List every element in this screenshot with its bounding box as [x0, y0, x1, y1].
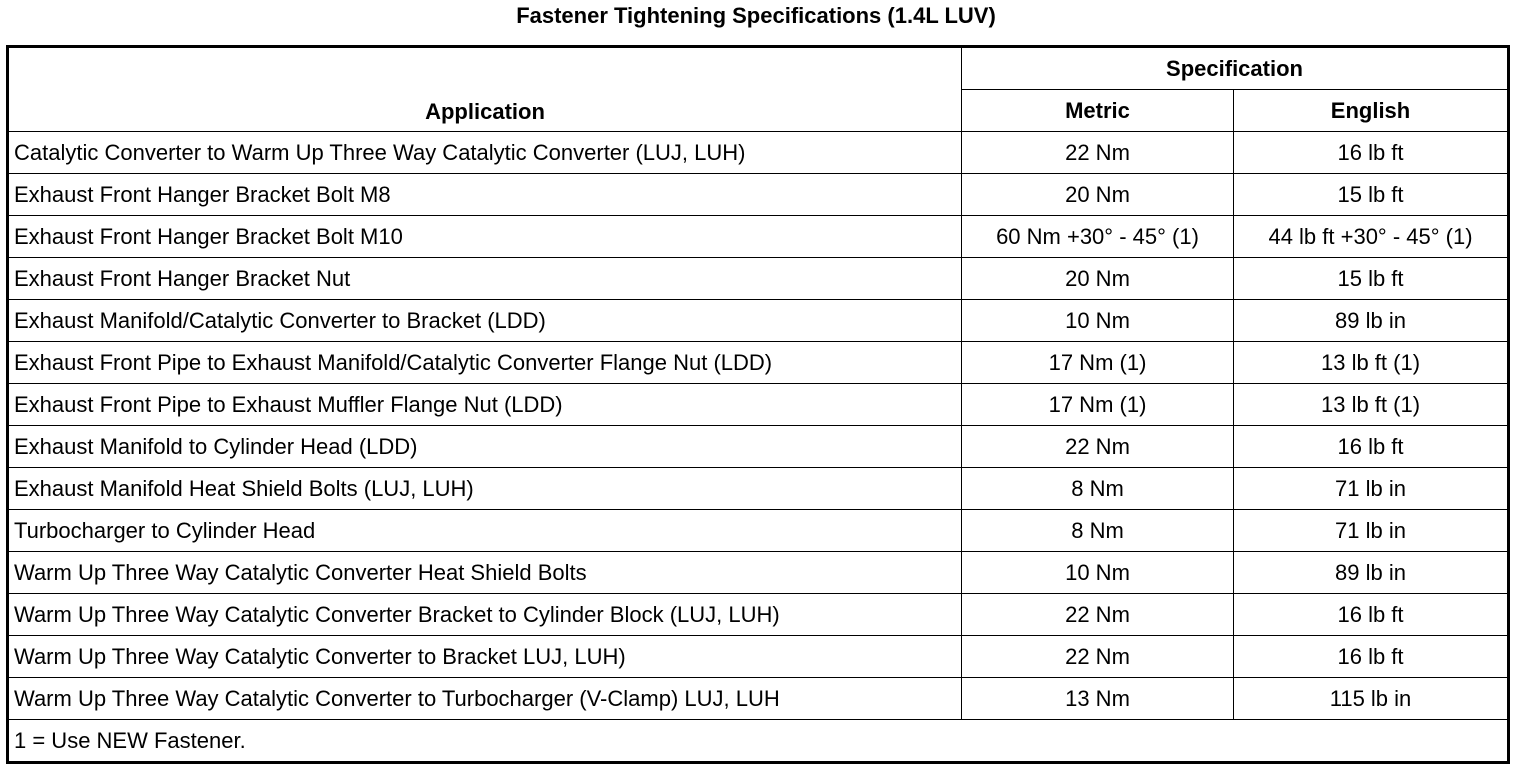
cell-application: Exhaust Front Hanger Bracket Bolt M8 — [8, 174, 962, 216]
cell-metric: 8 Nm — [962, 510, 1234, 552]
fastener-spec-table — [6, 45, 1510, 764]
cell-application: Warm Up Three Way Catalytic Converter to Bracket LUJ, LUH) — [8, 636, 962, 678]
cell-english: 89 lb in — [1234, 552, 1509, 594]
cell-english: 89 lb in — [1234, 300, 1509, 342]
cell-application: Exhaust Front Pipe to Exhaust Manifold/Catalytic Converter Flange Nut (LDD) — [8, 342, 962, 384]
table-row — [8, 258, 1509, 300]
cell-metric: 8 Nm — [962, 468, 1234, 510]
cell-metric: 17 Nm (1) — [962, 384, 1234, 426]
cell-english: 115 lb in — [1234, 678, 1509, 720]
table-row — [8, 468, 1509, 510]
table-row — [8, 510, 1509, 552]
cell-application: Exhaust Front Pipe to Exhaust Muffler Flange Nut (LDD) — [8, 384, 962, 426]
cell-metric: 22 Nm — [962, 636, 1234, 678]
cell-application: Warm Up Three Way Catalytic Converter to Turbocharger (V-Clamp) LUJ, LUH — [8, 678, 962, 720]
footnote-row — [8, 720, 1509, 763]
cell-english: 71 lb in — [1234, 468, 1509, 510]
table-row — [8, 552, 1509, 594]
cell-metric: 22 Nm — [962, 132, 1234, 174]
cell-metric: 13 Nm — [962, 678, 1234, 720]
cell-english: 13 lb ft (1) — [1234, 342, 1509, 384]
cell-application: Exhaust Manifold/Catalytic Converter to Bracket (LDD) — [8, 300, 962, 342]
column-header-metric: Metric — [962, 90, 1234, 132]
table-row — [8, 426, 1509, 468]
cell-english: 16 lb ft — [1234, 594, 1509, 636]
table-row — [8, 342, 1509, 384]
cell-metric: 10 Nm — [962, 300, 1234, 342]
cell-application: Exhaust Front Hanger Bracket Nut — [8, 258, 962, 300]
cell-metric: 10 Nm — [962, 552, 1234, 594]
footnote: 1 = Use NEW Fastener. — [8, 720, 1509, 763]
cell-english: 44 lb ft +30° - 45° (1) — [1234, 216, 1509, 258]
cell-application: Turbocharger to Cylinder Head — [8, 510, 962, 552]
cell-application: Warm Up Three Way Catalytic Converter Heat Shield Bolts — [8, 552, 962, 594]
table-row — [8, 216, 1509, 258]
document-title: Fastener Tightening Specifications (1.4L LUV) — [516, 3, 996, 28]
cell-english: 15 lb ft — [1234, 174, 1509, 216]
column-header-specification: Specification — [962, 47, 1509, 90]
cell-english: 71 lb in — [1234, 510, 1509, 552]
cell-application: Exhaust Manifold Heat Shield Bolts (LUJ, LUH) — [8, 468, 962, 510]
cell-english: 16 lb ft — [1234, 636, 1509, 678]
cell-application: Catalytic Converter to Warm Up Three Way Catalytic Converter (LUJ, LUH) — [8, 132, 962, 174]
table-row — [8, 174, 1509, 216]
table-row — [8, 636, 1509, 678]
table-row — [8, 132, 1509, 174]
cell-english: 13 lb ft (1) — [1234, 384, 1509, 426]
cell-application: Warm Up Three Way Catalytic Converter Bracket to Cylinder Block (LUJ, LUH) — [8, 594, 962, 636]
cell-metric: 20 Nm — [962, 174, 1234, 216]
cell-english: 15 lb ft — [1234, 258, 1509, 300]
cell-metric: 20 Nm — [962, 258, 1234, 300]
table-row — [8, 300, 1509, 342]
column-header-application: Application — [8, 47, 962, 132]
cell-metric: 60 Nm +30° - 45° (1) — [962, 216, 1234, 258]
cell-english: 16 lb ft — [1234, 132, 1509, 174]
cell-metric: 22 Nm — [962, 426, 1234, 468]
table-row — [8, 384, 1509, 426]
header-row-top — [8, 47, 1509, 90]
table-row — [8, 594, 1509, 636]
table-row — [8, 678, 1509, 720]
cell-metric: 17 Nm (1) — [962, 342, 1234, 384]
cell-application: Exhaust Front Hanger Bracket Bolt M10 — [8, 216, 962, 258]
cell-metric: 22 Nm — [962, 594, 1234, 636]
cell-english: 16 lb ft — [1234, 426, 1509, 468]
column-header-english: English — [1234, 90, 1509, 132]
cell-application: Exhaust Manifold to Cylinder Head (LDD) — [8, 426, 962, 468]
